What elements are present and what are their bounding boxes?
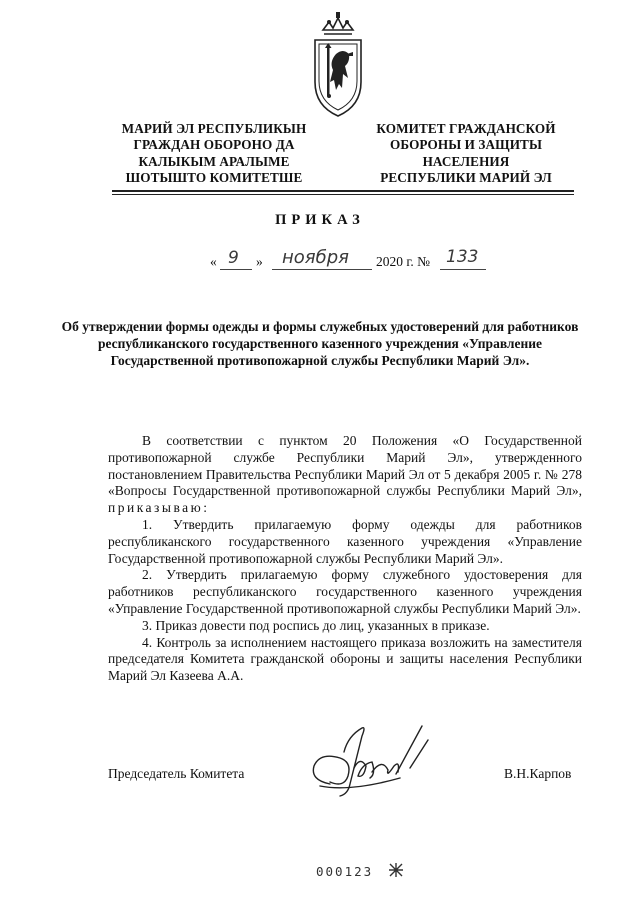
date-quote-open: « <box>210 254 217 269</box>
order-item: 1. Утвердить прилагаемую форму одежды для работников республиканского государственного казенного учреждения «Управление Государственной противопожарной службы Республики Марий Эл». <box>108 516 582 566</box>
registration-stamp-number: 000123 <box>316 864 374 879</box>
date-quote-close: » <box>256 254 263 269</box>
dateline <box>210 247 510 276</box>
document-type: ПРИКАЗ <box>275 212 365 228</box>
handwritten-signature-icon <box>300 722 440 800</box>
header-right-russian <box>348 121 584 187</box>
date-number-underline <box>440 269 486 270</box>
header-left-line: ШОТЫШТО КОМИТЕТШЕ <box>125 170 303 186</box>
mari-el-coat-of-arms-icon <box>303 10 373 122</box>
date-number: 133 <box>446 247 479 267</box>
signatory-role: Председатель Комитета <box>108 766 245 781</box>
signatory-name: В.Н.Карпов <box>504 766 572 781</box>
header-right-line: ОБОРОНЫ И ЗАЩИТЫ <box>389 137 542 153</box>
date-day-underline <box>220 269 252 270</box>
header-divider <box>112 190 574 192</box>
header-divider-thin <box>112 194 574 195</box>
order-item: 4. Контроль за исполнением настоящего приказа возложить на заместителя председателя Комитета гражданской обороны и защиты населения Республики Марий Эл Казеева А.А. <box>108 634 582 684</box>
header-right-line: НАСЕЛЕНИЯ <box>422 153 510 169</box>
date-year: 2020 г. № <box>376 254 431 269</box>
header-right-line: КОМИТЕТ ГРАЖДАНСКОЙ <box>376 121 556 136</box>
date-day: 9 <box>228 248 239 268</box>
preamble-paragraph <box>108 433 582 517</box>
ink-mark-icon <box>388 862 404 878</box>
command-word: приказываю: <box>108 500 210 516</box>
header-left-line: МАРИЙ ЭЛ РЕСПУБЛИКЫН <box>121 121 307 136</box>
preamble-text: В соответствии с пунктом 20 Положения «О Государственной противопожарной службе Республики Марий Эл», утвержденного постановлением Правительства Республики Марий Эл от 5 декабря 2005 г. № 278 «Вопросы Государственной противопожарной службы Республики Марий Эл», <box>108 433 582 499</box>
date-month-underline <box>272 269 372 270</box>
order-item: 2. Утвердить прилагаемую форму служебного удостоверения для работников республиканского государственного казенного учреждения «Управление Государственной противопожарной службы Республики Марий Эл». <box>108 567 582 616</box>
header-left-kazakh <box>96 121 332 187</box>
header-right-line: РЕСПУБЛИКИ МАРИЙ ЭЛ <box>380 170 552 186</box>
document-body <box>108 433 582 685</box>
header-left-line: ГРАЖДАН ОБОРОНО ДА <box>133 137 295 153</box>
date-month: ноября <box>282 247 349 268</box>
header-left-line: КАЛЫКЫМ АРАЛЫМЕ <box>138 153 290 169</box>
order-item: 3. Приказ довести под роспись до лиц, указанных в приказе. <box>142 617 490 633</box>
document-title: Об утверждении формы одежды и формы служебных удостоверений для работников республиканского государственного казенного учреждения «Управление Государственной противопожарной службы Республики Марий Эл». <box>61 319 579 369</box>
